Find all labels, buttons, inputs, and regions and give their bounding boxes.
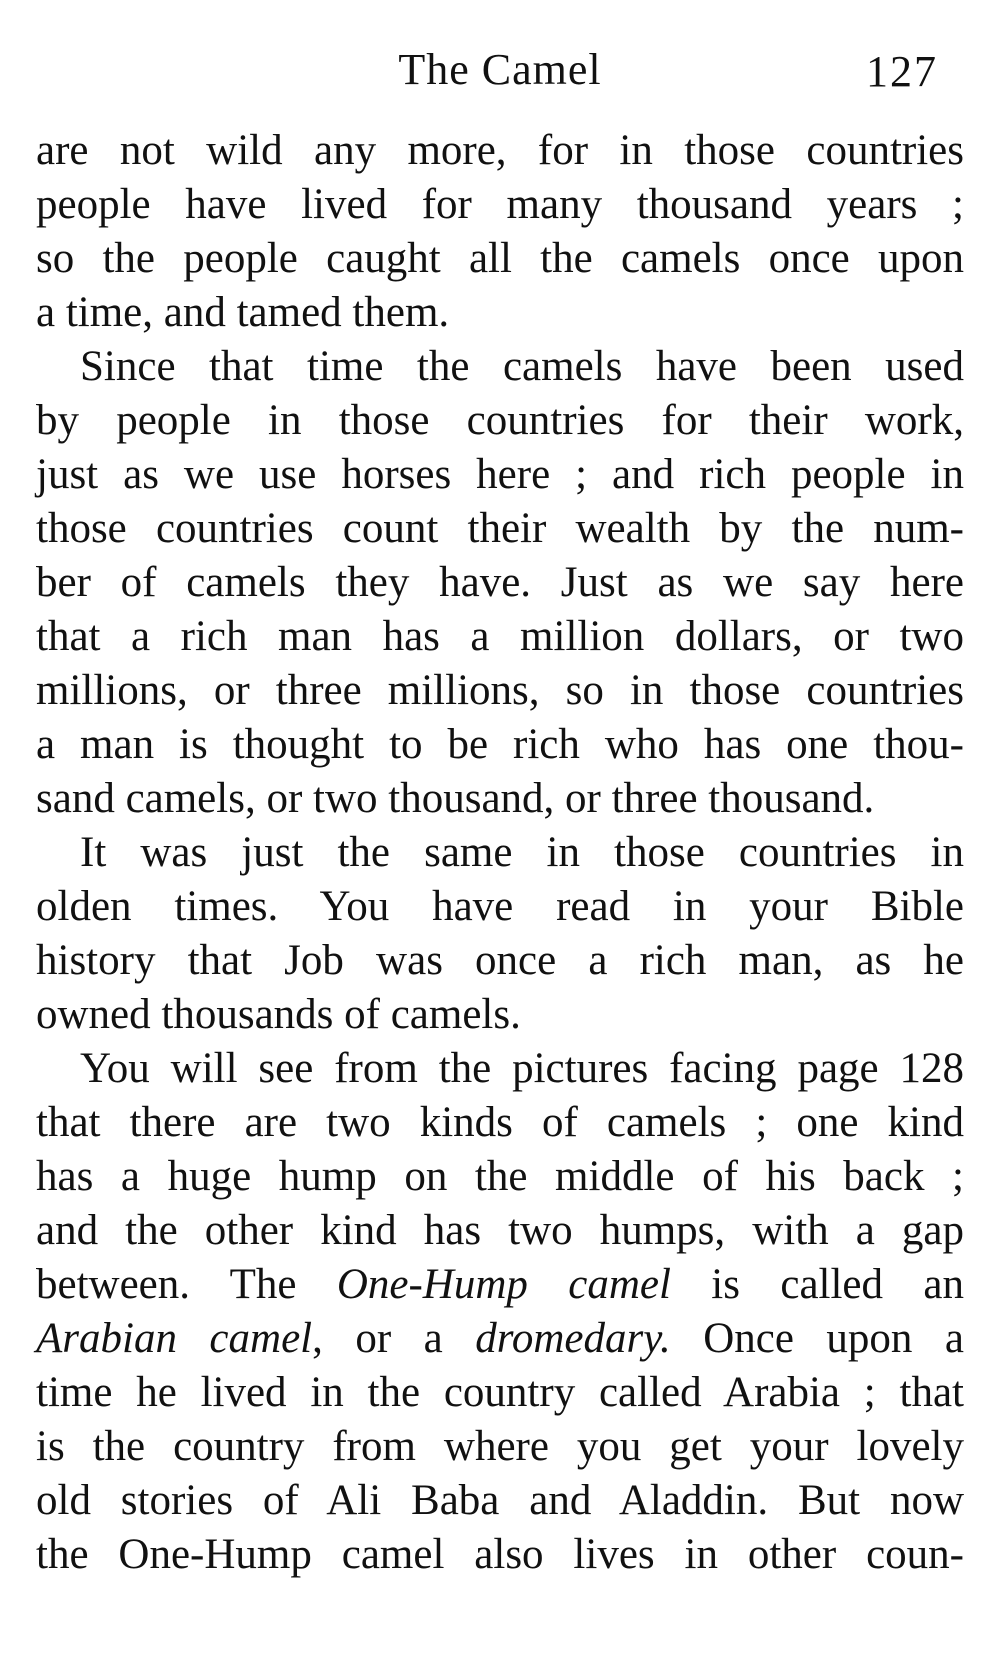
text-line bbox=[36, 772, 964, 826]
text-line bbox=[36, 1042, 964, 1096]
text-segment: history that Job was once a rich man, as he bbox=[36, 937, 964, 984]
text-segment: has a huge hump on the middle of his back ; bbox=[36, 1153, 964, 1200]
text-segment: owned thousands of camels. bbox=[36, 991, 521, 1038]
text-segment: the One-Hump camel also lives in other coun- bbox=[36, 1531, 964, 1578]
text-line bbox=[36, 1366, 964, 1420]
text-segment: olden times. You have read in your Bible bbox=[36, 883, 964, 930]
text-line bbox=[36, 1204, 964, 1258]
text-line bbox=[36, 1096, 964, 1150]
text-line bbox=[36, 502, 964, 556]
text-segment: is the country from where you get your lovely bbox=[36, 1423, 964, 1470]
text-segment: , or a bbox=[312, 1315, 476, 1362]
text-line bbox=[36, 124, 964, 178]
text-line bbox=[36, 556, 964, 610]
text-segment: that there are two kinds of camels ; one kind bbox=[36, 1099, 964, 1146]
text-line bbox=[36, 1420, 964, 1474]
text-line bbox=[36, 178, 964, 232]
text-segment: between. The bbox=[36, 1261, 337, 1308]
text-segment: a man is thought to be rich who has one thou- bbox=[36, 721, 964, 768]
text-line bbox=[36, 1312, 964, 1366]
text-segment: just as we use horses here ; and rich people in bbox=[36, 451, 964, 498]
text-segment: sand camels, or two thousand, or three thousand. bbox=[36, 775, 875, 822]
text-segment: and the other kind has two humps, with a gap bbox=[36, 1207, 964, 1254]
text-segment: old stories of Ali Baba and Aladdin. But now bbox=[36, 1477, 964, 1524]
text-line bbox=[36, 880, 964, 934]
text-line bbox=[36, 610, 964, 664]
text-line bbox=[36, 340, 964, 394]
text-segment: those countries count their wealth by the num- bbox=[36, 505, 964, 552]
text-line bbox=[36, 286, 964, 340]
body-text bbox=[36, 124, 964, 1582]
text-segment: a time, and tamed them. bbox=[36, 289, 450, 336]
text-line bbox=[36, 988, 964, 1042]
text-line bbox=[36, 1528, 964, 1582]
text-line bbox=[36, 1474, 964, 1528]
page-number: 127 bbox=[866, 47, 938, 96]
italic-phrase: One-Hump camel bbox=[336, 1261, 671, 1308]
text-segment: time he lived in the country called Arabia ; that bbox=[36, 1369, 964, 1416]
text-line bbox=[36, 232, 964, 286]
italic-phrase: Arabian camel bbox=[36, 1315, 313, 1362]
text-segment: millions, or three millions, so in those countries bbox=[36, 667, 964, 714]
text-segment: that a rich man has a million dollars, or two bbox=[36, 613, 964, 660]
text-segment: ber of camels they have. Just as we say here bbox=[36, 559, 964, 606]
text-segment: You will see from the pictures facing page 128 bbox=[80, 1045, 964, 1092]
text-line bbox=[36, 1150, 964, 1204]
text-line bbox=[36, 448, 964, 502]
text-segment: by people in those countries for their work, bbox=[36, 397, 964, 444]
text-segment: is called an bbox=[670, 1261, 964, 1308]
text-line bbox=[36, 934, 964, 988]
text-line bbox=[36, 1258, 964, 1312]
text-segment: so the people caught all the camels once upon bbox=[36, 235, 964, 282]
running-title: The Camel bbox=[398, 45, 602, 94]
text-line bbox=[36, 664, 964, 718]
text-line bbox=[36, 826, 964, 880]
italic-phrase: dromedary. bbox=[475, 1315, 671, 1362]
text-segment: are not wild any more, for in those countries bbox=[36, 127, 964, 174]
text-segment: It was just the same in those countries in bbox=[80, 829, 964, 876]
running-head bbox=[0, 38, 1000, 98]
text-line bbox=[36, 718, 964, 772]
text-segment: people have lived for many thousand years ; bbox=[36, 181, 964, 228]
text-segment: Since that time the camels have been used bbox=[80, 343, 964, 390]
text-line bbox=[36, 394, 964, 448]
text-segment: Once upon a bbox=[670, 1315, 964, 1362]
